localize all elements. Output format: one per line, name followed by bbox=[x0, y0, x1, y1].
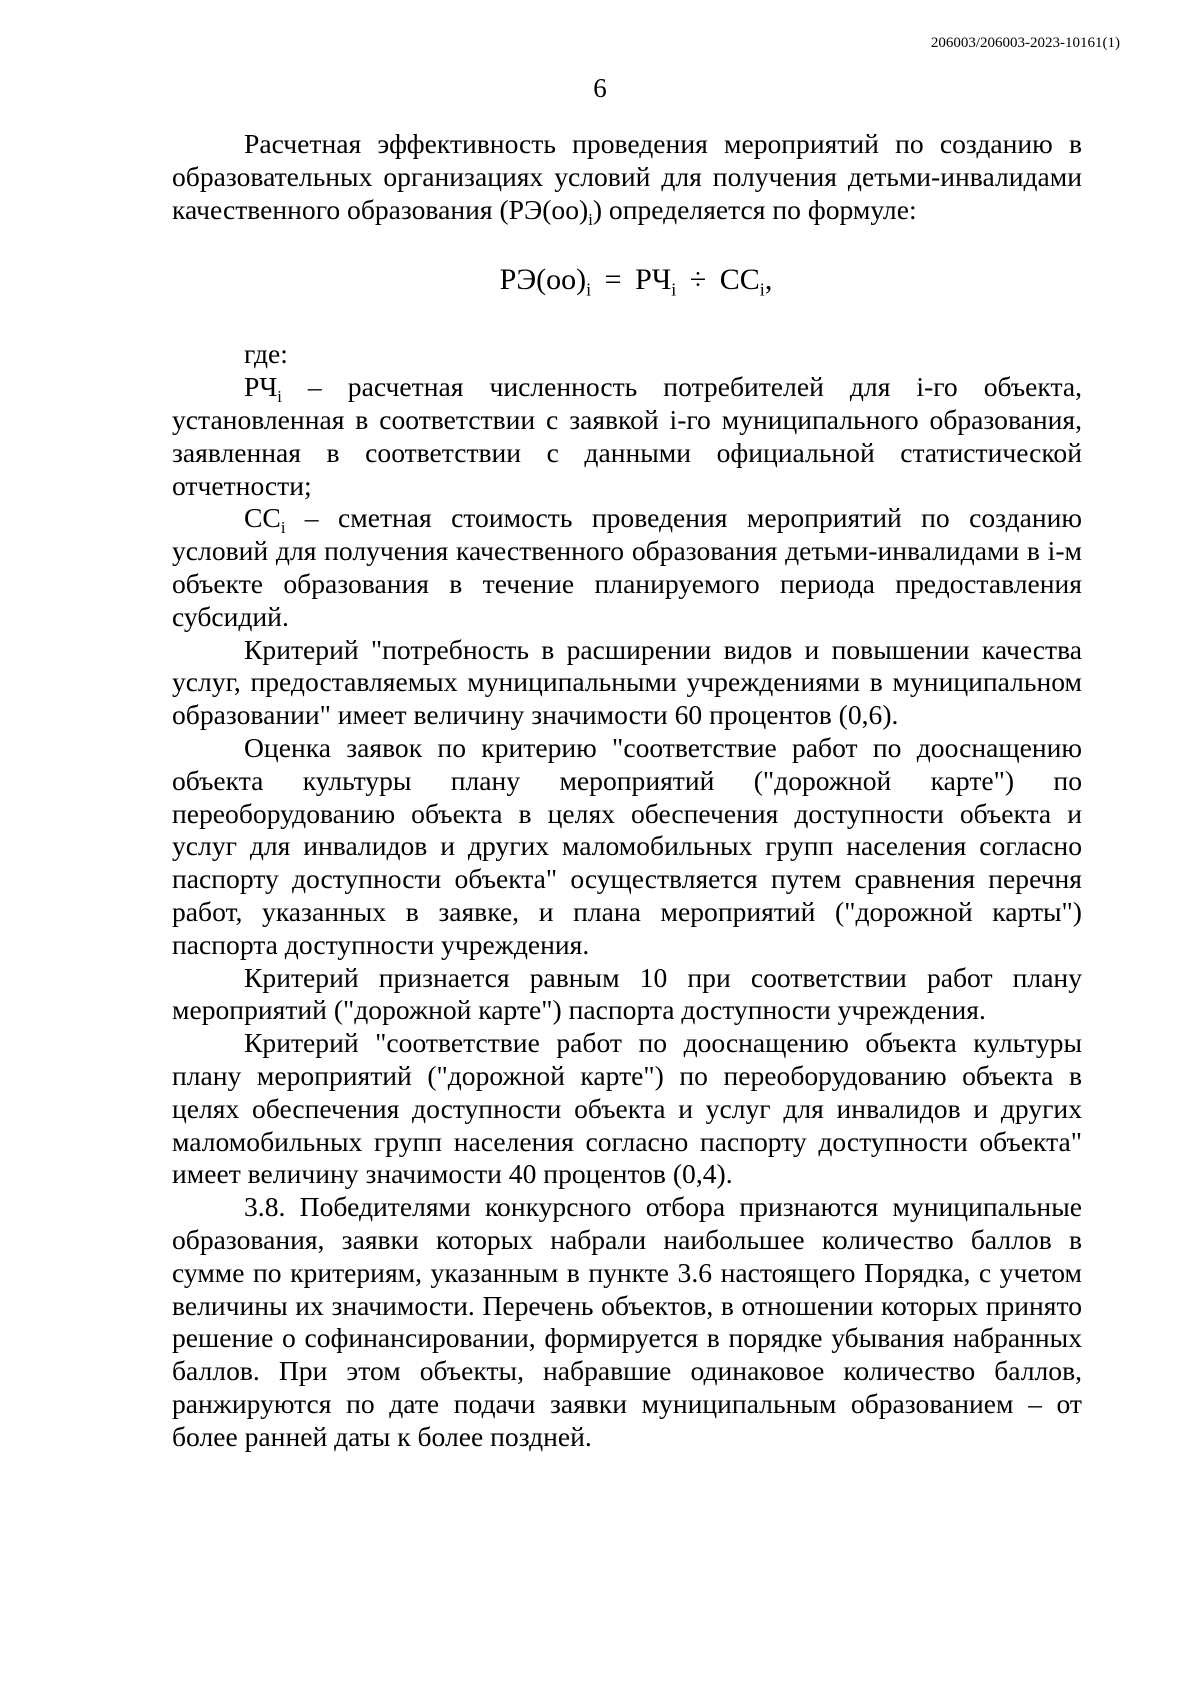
paragraph-criterion-equal: Критерий признается равным 10 при соответствии работ плану мероприятий ("дорожной карте") паспорта доступности учреждения. bbox=[172, 961, 1082, 1026]
formula: $РЭ(оо)_i = РЧ_i \div СС_i$, bbox=[499, 263, 773, 300]
formula-term1: РЧ bbox=[635, 263, 672, 297]
definition-ss: $СС_i$ – сметная стоимость проведения мероприятий по созданию условий для получения качественного образования детьми-инвалидами в i-м объекте образования в течение планируемого периода предоставления субсидий. bbox=[172, 502, 1082, 632]
paragraph-criterion-compliance: Критерий "соответствие работ по дооснащению объекта культуры плану мероприятий ("дорожной карте") по переоборудованию объекта в целях обеспечения доступности объекта и услуг для инвалидов и других маломобильных групп населения согласно паспорту доступности объекта" имеет величину значимости 40 процентов (0,4). bbox=[172, 1027, 1082, 1190]
document-id: 206003/206003-2023-10161(1) bbox=[930, 35, 1120, 51]
document-body bbox=[172, 128, 1082, 1453]
paragraph-winners: 3.8. Победителями конкурсного отбора признаются муниципальные образования, заявки которых набрали наибольшее количество баллов в сумме по критериям, указанным в пункте 3.6 настоящего Порядка, с учетом величины их значимости. Перечень объектов, в отношении которых принято решение о софинансировании, формируется в порядке убывания набранных баллов. При этом объекты, набравшие одинаковое количество баллов, ранжируются по дате подачи заявки муниципальным образованием – от более ранней даты к более поздней. bbox=[172, 1191, 1082, 1452]
formula-divide: ÷ bbox=[689, 263, 707, 297]
definition-rch: $РЧ_i$ – расчетная численность потребителей для i-го объекта, установленная в соответствии с заявкой i-го муниципального образования, заявленная в соответствии с данными официальной статистической отчетности; bbox=[172, 371, 1082, 501]
formula-left: РЭ(оо) bbox=[499, 263, 587, 297]
paragraph-criterion-need: Критерий "потребность в расширении видов и повышении качества услуг, предоставляемых муниципальными учреждениями в муниципальном образовании" имеет величину значимости 60 процентов (0,6). bbox=[172, 633, 1082, 731]
page-number: 6 bbox=[593, 73, 607, 103]
paragraph-efficiency-intro: Расчетная эффективность проведения мероприятий по созданию в образовательных организациях условий для получения детьми-инвалидами качественного образования $(РЭ(оо)_i)$ определяется по формуле: bbox=[172, 128, 1082, 229]
paragraph-evaluation: Оценка заявок по критерию "соответствие работ по дооснащению объекта культуры плану мероприятий ("дорожной карте") по переоборудованию объекта в целях обеспечения доступности объекта и услуг для инвалидов и других маломобильных групп населения согласно паспорту доступности объекта" осуществляется путем сравнения перечня работ, указанных в заявке, и плана мероприятий ("дорожной карты") паспорта доступности учреждения. bbox=[172, 731, 1082, 960]
formula-equals: = bbox=[604, 263, 622, 297]
formula-term2: СС bbox=[719, 263, 760, 297]
where-label: где: bbox=[244, 338, 288, 370]
